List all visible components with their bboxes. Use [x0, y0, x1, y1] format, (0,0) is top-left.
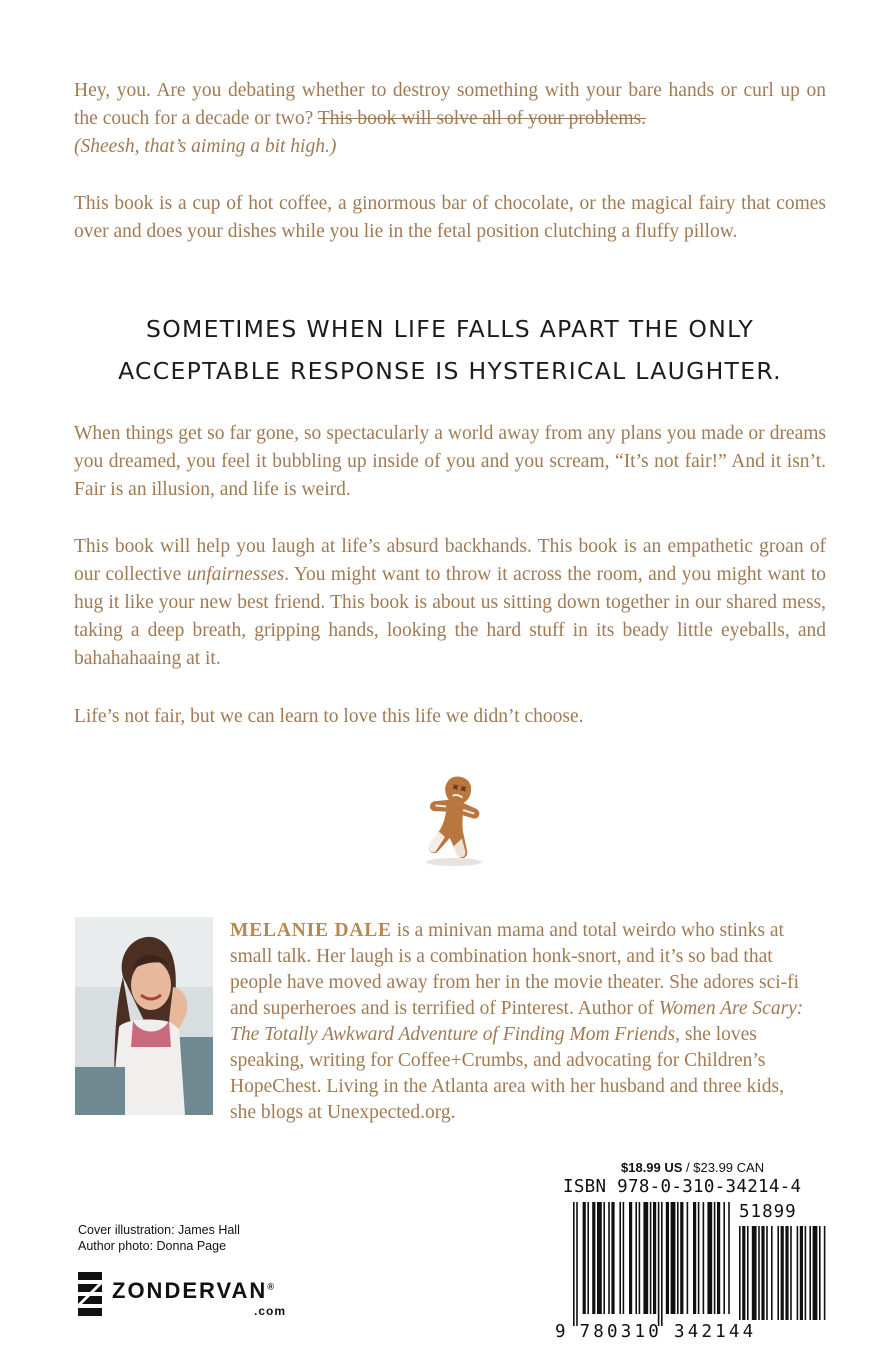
laugh-italic: unfairnesses — [186, 564, 285, 585]
credits — [78, 1222, 240, 1254]
author-photo — [75, 917, 213, 1115]
barcode-bar — [576, 1202, 578, 1326]
barcode-bar — [766, 1226, 768, 1320]
barcode-bar — [797, 1226, 799, 1320]
struck-text: This book will solve all of your problems. — [317, 108, 647, 129]
barcode-bar — [785, 1226, 788, 1320]
barcode-bar — [619, 1202, 621, 1314]
barcode-bar — [623, 1202, 625, 1314]
barcode-bar — [639, 1202, 641, 1314]
barcode-bar — [752, 1226, 757, 1320]
barcode-bar — [653, 1202, 656, 1314]
ean-left-digits: 780310 — [579, 1322, 662, 1342]
barcode-area — [555, 1160, 835, 1350]
zondervan-logo-icon — [78, 1272, 102, 1318]
intro-text: Hey, you. Are you debating whether to destroy something with your bare hands or curl up on the couch for a decade or two? — [74, 80, 826, 129]
barcode-bar — [824, 1226, 826, 1320]
barcode-bar — [819, 1226, 821, 1320]
addon-barcode — [739, 1226, 831, 1322]
barcode-bar — [771, 1226, 773, 1320]
author-book-title: Women Are Scary: The Totally Awkward Adventure of Finding Mom Friends — [230, 998, 804, 1045]
bio-text-1: is a minivan mama and total weirdo who stinks at small talk. Her laugh is a combination honk-snort, and it’s so bad that people have moved away from her in the movie theater. She adores sci-fi and superheroes and is terrified of Pinterest. Author of — [230, 920, 800, 1019]
price-can: / $23.99 CAN — [682, 1160, 765, 1175]
price-us: $18.99 US — [621, 1160, 683, 1175]
barcode-bar — [587, 1202, 589, 1314]
barcode-bar — [629, 1202, 632, 1314]
laugh-text-1: This book will help you laugh at life’s absurd backhands. This book is an empathetic groan of our collective — [74, 536, 826, 585]
publisher-name: ZONDERVAN — [112, 1278, 268, 1303]
barcode-bar — [809, 1226, 811, 1320]
addon-number: 51899 — [739, 1202, 797, 1222]
barcode-bar — [608, 1202, 610, 1314]
barcode-bar — [693, 1202, 696, 1314]
barcode-bar — [583, 1202, 586, 1314]
gingerbread-man-icon — [412, 768, 492, 868]
barcode-bar — [761, 1226, 764, 1320]
barcode-bar — [707, 1202, 712, 1314]
barcode-bar — [717, 1202, 720, 1314]
barcode-bar — [723, 1202, 725, 1314]
barcode-bar — [698, 1202, 700, 1314]
headline — [74, 308, 826, 392]
barcode-bar — [671, 1202, 676, 1314]
barcode-bar — [643, 1202, 648, 1314]
barcode-bar — [650, 1202, 652, 1314]
isbn-label: ISBN 978-0-310-34214-4 — [563, 1177, 802, 1197]
barcode-bar — [611, 1202, 614, 1314]
ean-digits — [555, 1322, 756, 1342]
ean-right-digits: 342144 — [673, 1322, 757, 1342]
barcode-bar — [603, 1202, 605, 1314]
barcode-bar — [777, 1226, 779, 1320]
publisher-logo — [78, 1272, 338, 1320]
barcode-bar — [658, 1202, 660, 1326]
coffee-paragraph: This book is a cup of hot coffee, a ginormous bar of chocolate, or the magical fairy that comes over and does your dishes while you lie in the fetal position clutching a fluffy pillow. — [74, 193, 826, 242]
author-bio — [230, 918, 810, 1126]
barcode-bar — [781, 1226, 784, 1320]
barcode-bar — [800, 1226, 803, 1320]
registered-mark: ® — [267, 1281, 274, 1292]
barcode-bar — [597, 1202, 602, 1314]
barcode-bar — [728, 1202, 730, 1314]
ean-first-digit: 9 — [555, 1322, 566, 1342]
barcode-bar — [805, 1226, 807, 1320]
intro-paragraph — [74, 77, 826, 161]
barcode-bar — [680, 1202, 683, 1314]
photo-credit: Author photo: Donna Page — [78, 1239, 227, 1253]
cover-credit: Cover illustration: James Hall — [78, 1223, 240, 1237]
barcode-bar — [813, 1226, 818, 1320]
barcode-bar — [592, 1202, 595, 1314]
laugh-text-2: . You might want to throw it across the room, and you might want to hug it like your new best friend. This book is about us sitting down together in our shared mess, taking a deep breath, gripping hands, looking the hard stuff in its beady little eyeballs, and bahahahaaing at it. — [74, 564, 826, 669]
barcode-bar — [666, 1202, 669, 1314]
barcode-bar — [635, 1202, 637, 1314]
barcode-bar — [790, 1226, 792, 1320]
barcode-bar — [747, 1226, 749, 1320]
barcode-bar — [573, 1202, 575, 1326]
fair-paragraph: When things get so far gone, so spectacularly a world away from any plans you made or dreams you dreamed, you feel it bubbling up inside of you and you scream, “It’s not fair!” And it isn’t. Fair is an illusion, and life is weird. — [74, 423, 826, 500]
barcode-bar — [703, 1202, 705, 1314]
intro-aside: (Sheesh, that’s aiming a bit high.) — [74, 136, 337, 157]
author-name: MELANIE DALE — [230, 920, 392, 941]
barcode-bar — [758, 1226, 760, 1320]
closing-paragraph: Life’s not fair, but we can learn to love this life we didn’t choose. — [74, 706, 584, 727]
publisher-domain: .com — [254, 1304, 287, 1318]
price — [621, 1160, 821, 1175]
headline-line-2: ACCEPTABLE RESPONSE IS HYSTERICAL LAUGHTER. — [118, 357, 782, 385]
ean-barcode — [573, 1202, 733, 1328]
barcode-bar — [661, 1202, 663, 1326]
barcode-bar — [714, 1202, 716, 1314]
laugh-paragraph — [74, 533, 826, 673]
headline-line-1: SOMETIMES WHEN LIFE FALLS APART THE ONLY — [145, 315, 754, 343]
barcode-bar — [742, 1226, 745, 1320]
barcode-bar — [687, 1202, 689, 1314]
bio-text-2: , she loves speaking, writing for Coffee+Crumbs, and advocating for Children’s HopeChest. Living in the Atlanta area with her husband and three kids, she blogs at Unexpected.org. — [230, 1024, 784, 1123]
barcode-bar — [677, 1202, 679, 1314]
barcode-bar — [739, 1226, 741, 1320]
